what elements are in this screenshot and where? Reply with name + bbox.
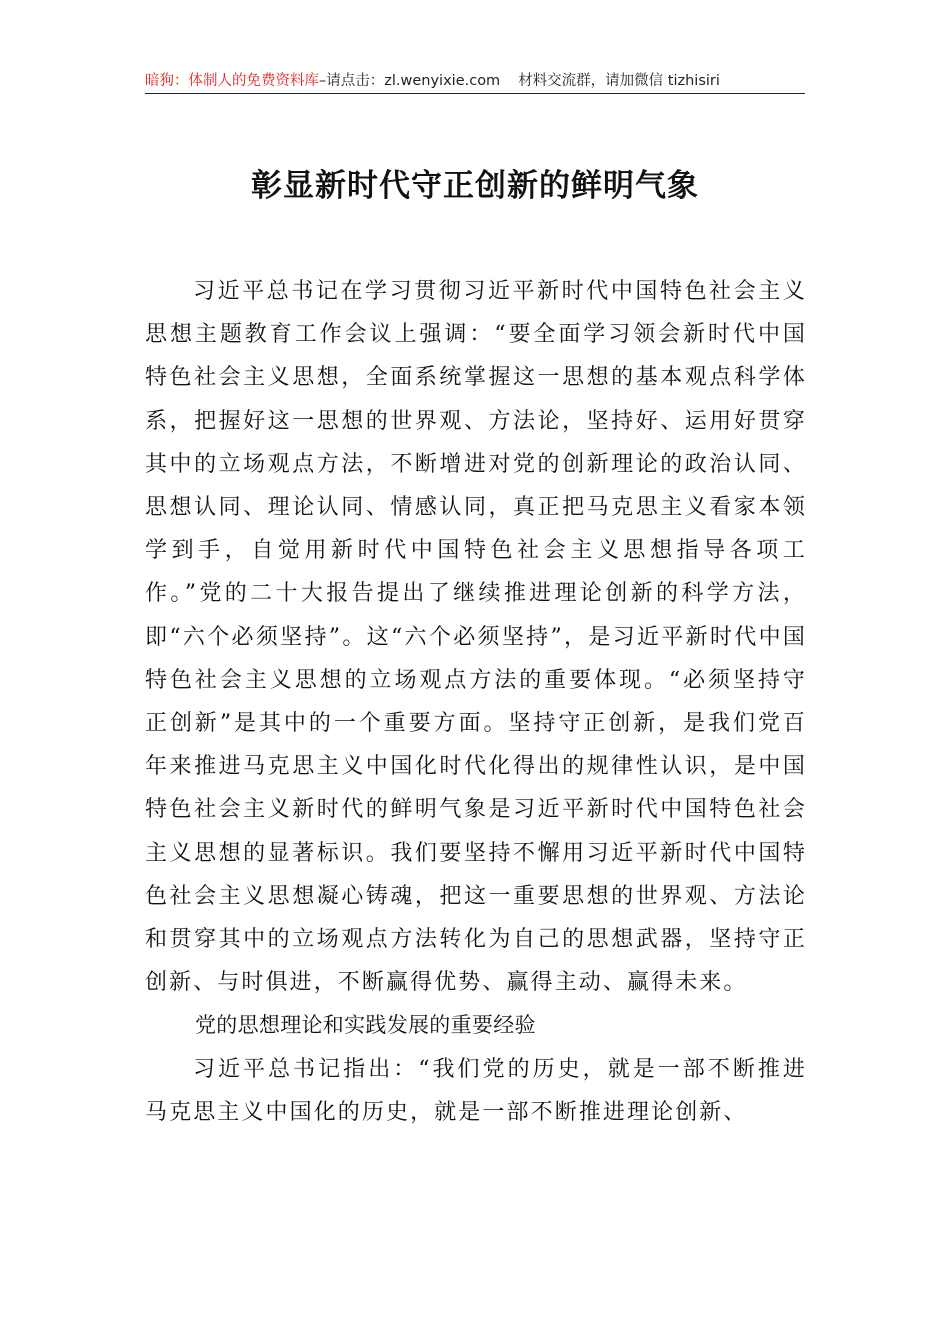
header-group-info: 材料交流群，请加微信 tizhisiri	[518, 73, 720, 89]
header-divider	[145, 93, 805, 94]
body-paragraph-1: 习近平总书记在学习贯彻习近平新时代中国特色社会主义思想主题教育工作会议上强调：“要全面学习领会新时代中国特色社会主义思想，全面系统掌握这一思想的基本观点科学体系，把握好这一思想的世界观、方法论，坚持好、运用好贯穿其中的立场观点方法，不断增进对党的创新理论的政治认同、思想认同、理论认同、情感认同，真正把马克思主义看家本领学到手，自觉用新时代中国特色社会主义思想指导各项工作。”党的二十大报告提出了继续推进理论创新的科学方法，即“六个必须坚持”。这“六个必须坚持”，是习近平新时代中国特色社会主义思想的立场观点方法的重要体现。“必须坚持守正创新”是其中的一个重要方面。坚持守正创新，是我们党百年来推进马克思主义中国化时代化得出的规律性认识，是中国特色社会主义新时代的鲜明气象是习近平新时代中国特色社会主义思想的显著标识。我们要坚持不懈用习近平新时代中国特色社会主义思想凝心铸魂，把这一重要思想的世界观、方法论和贯穿其中的立场观点方法转化为自己的思想武器，坚持守正创新、与时俱进，不断赢得优势、赢得主动、赢得未来。	[145, 279, 807, 996]
body-paragraph-2: 习近平总书记指出：“我们党的历史，就是一部不断推进马克思主义中国化的历史，就是一部不断推进理论创新、	[145, 1056, 807, 1125]
document-title: 彰显新时代守正创新的鲜明气象	[251, 168, 699, 204]
header-link[interactable]: –请点击：zl.wenyixie.com	[319, 73, 501, 89]
section-heading: 党的思想理论和实践发展的重要经验	[195, 1013, 536, 1038]
header-site-name: 暗狗：体制人的免费资料库	[145, 73, 319, 89]
document-body	[145, 270, 807, 1134]
page-header	[145, 70, 805, 92]
